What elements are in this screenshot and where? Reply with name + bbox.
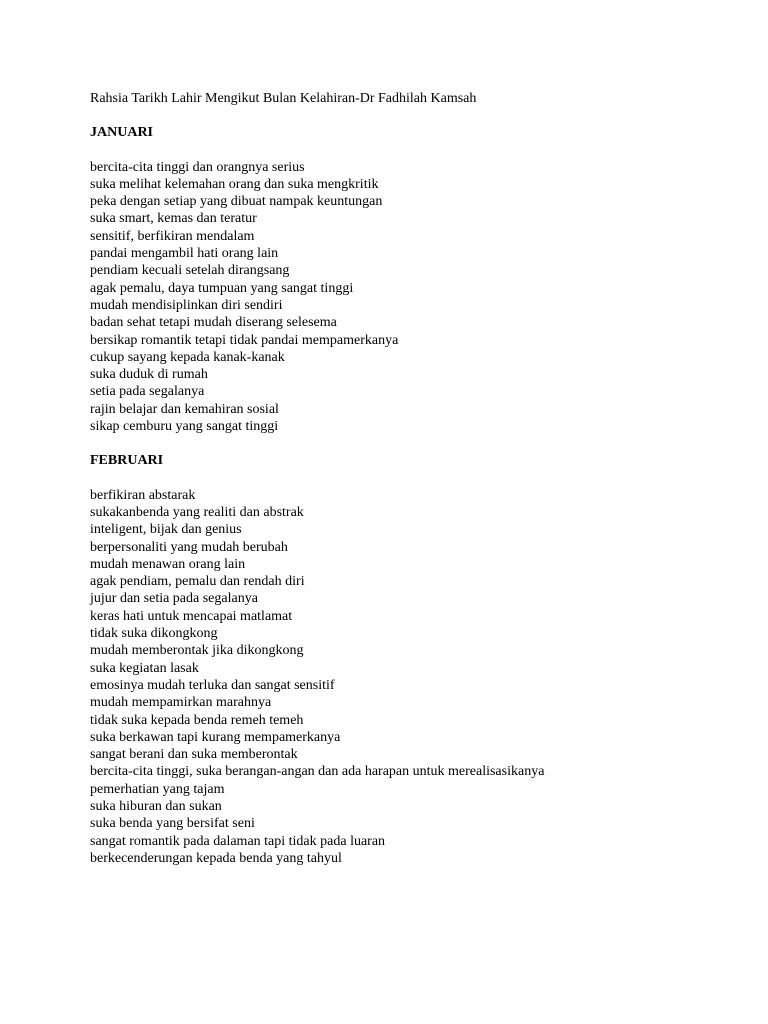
section-februari (90, 452, 750, 867)
trait-line: bersikap romantik tetapi tidak pandai mempamerkanya (90, 332, 399, 348)
trait-line: agak pemalu, daya tumpuan yang sangat tinggi (90, 280, 354, 296)
trait-list-februari (90, 487, 750, 868)
trait-line: suka hiburan dan sukan (90, 798, 222, 814)
trait-line: sukakanbenda yang realiti dan abstrak (90, 504, 304, 520)
trait-line: rajin belajar dan kemahiran sosial (90, 401, 279, 417)
trait-line: sensitif, berfikiran mendalam (90, 228, 255, 244)
trait-line: berpersonaliti yang mudah berubah (90, 539, 288, 555)
trait-line: bercita-cita tinggi, suka berangan-angan dan ada harapan untuk merealisasikanya (90, 764, 545, 780)
trait-line: sikap cemburu yang sangat tinggi (90, 419, 279, 435)
trait-line: suka smart, kemas dan teratur (90, 211, 257, 227)
trait-line: sangat berani dan suka memberontak (90, 747, 298, 763)
trait-line: mudah mendisiplinkan diri sendiri (90, 297, 283, 313)
trait-line: suka benda yang bersifat seni (90, 816, 255, 832)
trait-line: pendiam kecuali setelah dirangsang (90, 263, 290, 279)
trait-line: tidak suka dikongkong (90, 626, 218, 642)
trait-line: setia pada segalanya (90, 384, 205, 400)
trait-line: cukup sayang kepada kanak-kanak (90, 349, 285, 365)
trait-line: inteligent, bijak dan genius (90, 522, 242, 538)
trait-line: mudah mempamirkan marahnya (90, 695, 272, 711)
trait-line: peka dengan setiap yang dibuat nampak keuntungan (90, 194, 383, 210)
trait-line: keras hati untuk mencapai matlamat (90, 608, 293, 624)
document-page (90, 90, 750, 867)
trait-line: bercita-cita tinggi dan orangnya serius (90, 159, 305, 175)
trait-line: suka duduk di rumah (90, 367, 208, 383)
trait-line: emosinya mudah terluka dan sangat sensitif (90, 677, 335, 693)
trait-line: berfikiran abstarak (90, 487, 196, 503)
trait-line: mudah menawan orang lain (90, 556, 246, 572)
trait-line: suka melihat kelemahan orang dan suka mengkritik (90, 176, 379, 192)
section-heading-januari: JANUARI (90, 125, 153, 141)
trait-line: berkecenderungan kepada benda yang tahyul (90, 850, 342, 866)
trait-line: jujur dan setia pada segalanya (90, 591, 258, 607)
trait-line: suka berkawan tapi kurang mempamerkanya (90, 729, 341, 745)
document-title: Rahsia Tarikh Lahir Mengikut Bulan Kelahiran-Dr Fadhilah Kamsah (90, 91, 477, 106)
trait-line: suka kegiatan lasak (90, 660, 199, 676)
trait-list-januari (90, 159, 750, 436)
section-heading-februari: FEBRUARI (90, 453, 164, 469)
trait-line: sangat romantik pada dalaman tapi tidak pada luaran (90, 833, 386, 849)
trait-line: pemerhatian yang tajam (90, 781, 225, 797)
trait-line: mudah memberontak jika dikongkong (90, 643, 304, 659)
trait-line: pandai mengambil hati orang lain (90, 246, 279, 262)
trait-line: agak pendiam, pemalu dan rendah diri (90, 574, 305, 590)
trait-line: tidak suka kepada benda remeh temeh (90, 712, 304, 728)
trait-line: badan sehat tetapi mudah diserang selesema (90, 315, 337, 331)
section-januari (90, 124, 750, 435)
